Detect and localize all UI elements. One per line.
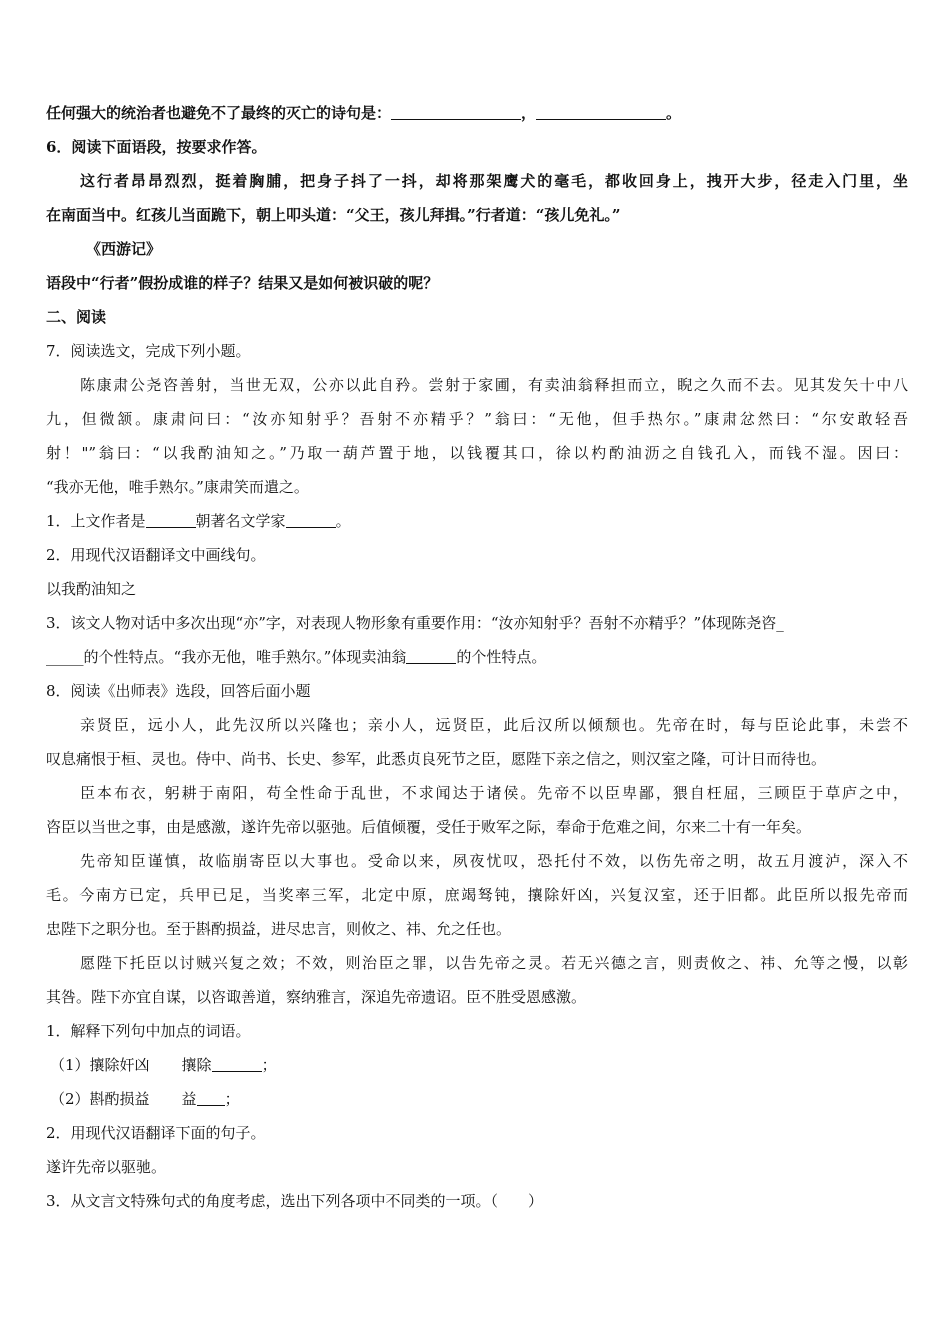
q8-passage-line: 先帝知臣谨慎，故临崩寄臣以大事也。受命以来，夙夜忧叹，恐托付不效，以伤先帝之明，故五月渡泸，深入不 (80, 852, 908, 870)
answer-blank[interactable] (536, 101, 666, 120)
q6-passage-line: 在南面当中。红孩儿当面跪下，朝上叩头道：“父王，孩儿拜揖。”行者道：“孩儿免礼。” (46, 206, 621, 224)
q7-subquestion-1 (46, 504, 908, 538)
q8-sq1-item-word: 益 (181, 1090, 197, 1108)
q7-sq2-sentence: 以我酌油知之 (46, 580, 137, 598)
q6-question: 语段中“行者”假扮成谁的样子？结果又是如何被识破的呢？ (46, 274, 439, 292)
q7-sq1-text: 朝著名文学家 (195, 512, 286, 530)
q8-subquestion-2: 2．用现代汉语翻译下面的句子。 (46, 1124, 266, 1142)
q7-passage-line: “我亦无他，唯手熟尔。”康肃笑而遣之。 (46, 478, 309, 496)
q7-subquestion-3: 3．该文人物对话中多次出现“亦”字，对表现人物形象有重要作用：“汝亦知射乎？吾射不亦精乎？”体现陈尧咨_ (46, 614, 784, 632)
answer-blank[interactable] (212, 1053, 262, 1072)
q7-subquestion-3-cont (46, 640, 908, 674)
q6-stem: 6．阅读下面语段，按要求作答。 (46, 138, 267, 156)
q7-passage-line: 九，但微颔。康肃问曰：“汝亦知射乎？吾射不亦精乎？”翁曰：“无他，但手热尔。”康肃忿然曰：“尔安敢轻吾 (46, 410, 908, 428)
section-title: 二、阅读 (46, 308, 107, 326)
answer-blank[interactable] (406, 645, 456, 664)
answer-blank[interactable] (391, 101, 521, 120)
q8-sq1-item-label: （2）斟酌损益 (50, 1090, 150, 1108)
q8-passage-line: 毛。今南方已定，兵甲已足，当奖率三军，北定中原，庶竭驽钝，攘除奸凶，兴复汉室，还于旧都。此臣所以报先帝而 (46, 886, 908, 904)
q8-passage-line: 咨臣以当世之事，由是感激，遂许先帝以驱弛。后值倾覆，受任于败军之际，奉命于危难之间，尔来二十有一年矣。 (46, 818, 812, 836)
q7-passage-line: 陈康肃公尧咨善射，当世无双，公亦以此自矜。尝射于家圃，有卖油翁释担而立，睨之久而不去。见其发矢十中八 (80, 376, 908, 394)
q8-stem: 8．阅读《出师表》选段，回答后面小题 (46, 682, 311, 700)
q7-sq1-text: 。 (335, 512, 351, 530)
q5-poem-text: 任何强大的统治者也避免不了最终的灭亡的诗句是： (46, 104, 392, 122)
q8-sq1-item-1 (46, 1048, 908, 1082)
q8-sq1-item-end: ； (261, 1056, 277, 1074)
q8-sq2-sentence: 遂许先帝以驱驰。 (46, 1158, 167, 1176)
q5-end: 。 (666, 104, 682, 122)
q8-passage-line: 愿陛下托臣以讨贼兴复之效；不效，则治臣之罪，以告先帝之灵。若无兴德之言，则责攸之、祎、允等之慢，以彰 (80, 954, 908, 972)
q8-passage-line: 其咎。陛下亦宜自谋，以咨诹善道，察纳雅言，深追先帝遗诏。臣不胜受恩感激。 (46, 988, 587, 1006)
q8-passage-line: 忠陛下之职分也。至于斟酌损益，进尽忠言，则攸之、祎、允之任也。 (46, 920, 512, 938)
answer-blank[interactable] (197, 1087, 225, 1106)
q8-sq1-item-2 (46, 1082, 908, 1116)
q8-passage-line: 亲贤臣，远小人，此先汉所以兴隆也；亲小人，远贤臣，此后汉所以倾颓也。先帝在时，每与臣论此事，未尝不 (80, 716, 908, 734)
answer-blank[interactable] (146, 509, 196, 528)
q8-subquestion-3: 3．从文言文特殊句式的角度考虑，选出下列各项中不同类的一项。（ ） (46, 1192, 544, 1210)
q7-sq3-text: 的个性特点。 (456, 648, 547, 666)
q5-poem-line (46, 96, 908, 130)
q8-passage-line: 叹息痛恨于桓、灵也。侍中、尚书、长史、参军，此悉贞良死节之臣，愿陛下亲之信之，则汉室之隆，可计日而待也。 (46, 750, 827, 768)
answer-blank[interactable] (286, 509, 336, 528)
q5-sep: ， (521, 104, 537, 122)
q8-passage-line: 臣本布衣，躬耕于南阳，苟全性命于乱世，不求闻达于诸侯。先帝不以臣卑鄙，猥自枉屈，三顾臣于草庐之中， (80, 784, 908, 802)
q7-subquestion-2: 2．用现代汉语翻译文中画线句。 (46, 546, 266, 564)
q8-sq1-item-end: ； (224, 1090, 240, 1108)
q8-sq1-item-label: （1）攘除奸凶 (50, 1056, 150, 1074)
q6-passage-line: 这行者昂昂烈烈，挺着胸脯，把身子抖了一抖，却将那架鹰犬的毫毛，都收回身上，拽开大步，径走入门里，坐 (80, 172, 908, 190)
q8-subquestion-1: 1．解释下列句中加点的词语。 (46, 1022, 251, 1040)
document-page (46, 96, 908, 1218)
q6-source: 《西游记》 (86, 240, 162, 258)
q7-passage-line: 射！"”翁曰：“以我酌油知之。”乃取一葫芦置于地，以钱覆其口，徐以杓酌油沥之自钱孔入，而钱不湿。因曰： (46, 444, 908, 462)
q7-stem: 7．阅读选文，完成下列小题。 (46, 342, 251, 360)
q8-sq1-item-word: 攘除 (181, 1056, 212, 1074)
q7-sq3-text: _____的个性特点。“我亦无他，唯手熟尔。”体现卖油翁 (46, 648, 407, 666)
q7-sq1-text: 1．上文作者是 (46, 512, 146, 530)
